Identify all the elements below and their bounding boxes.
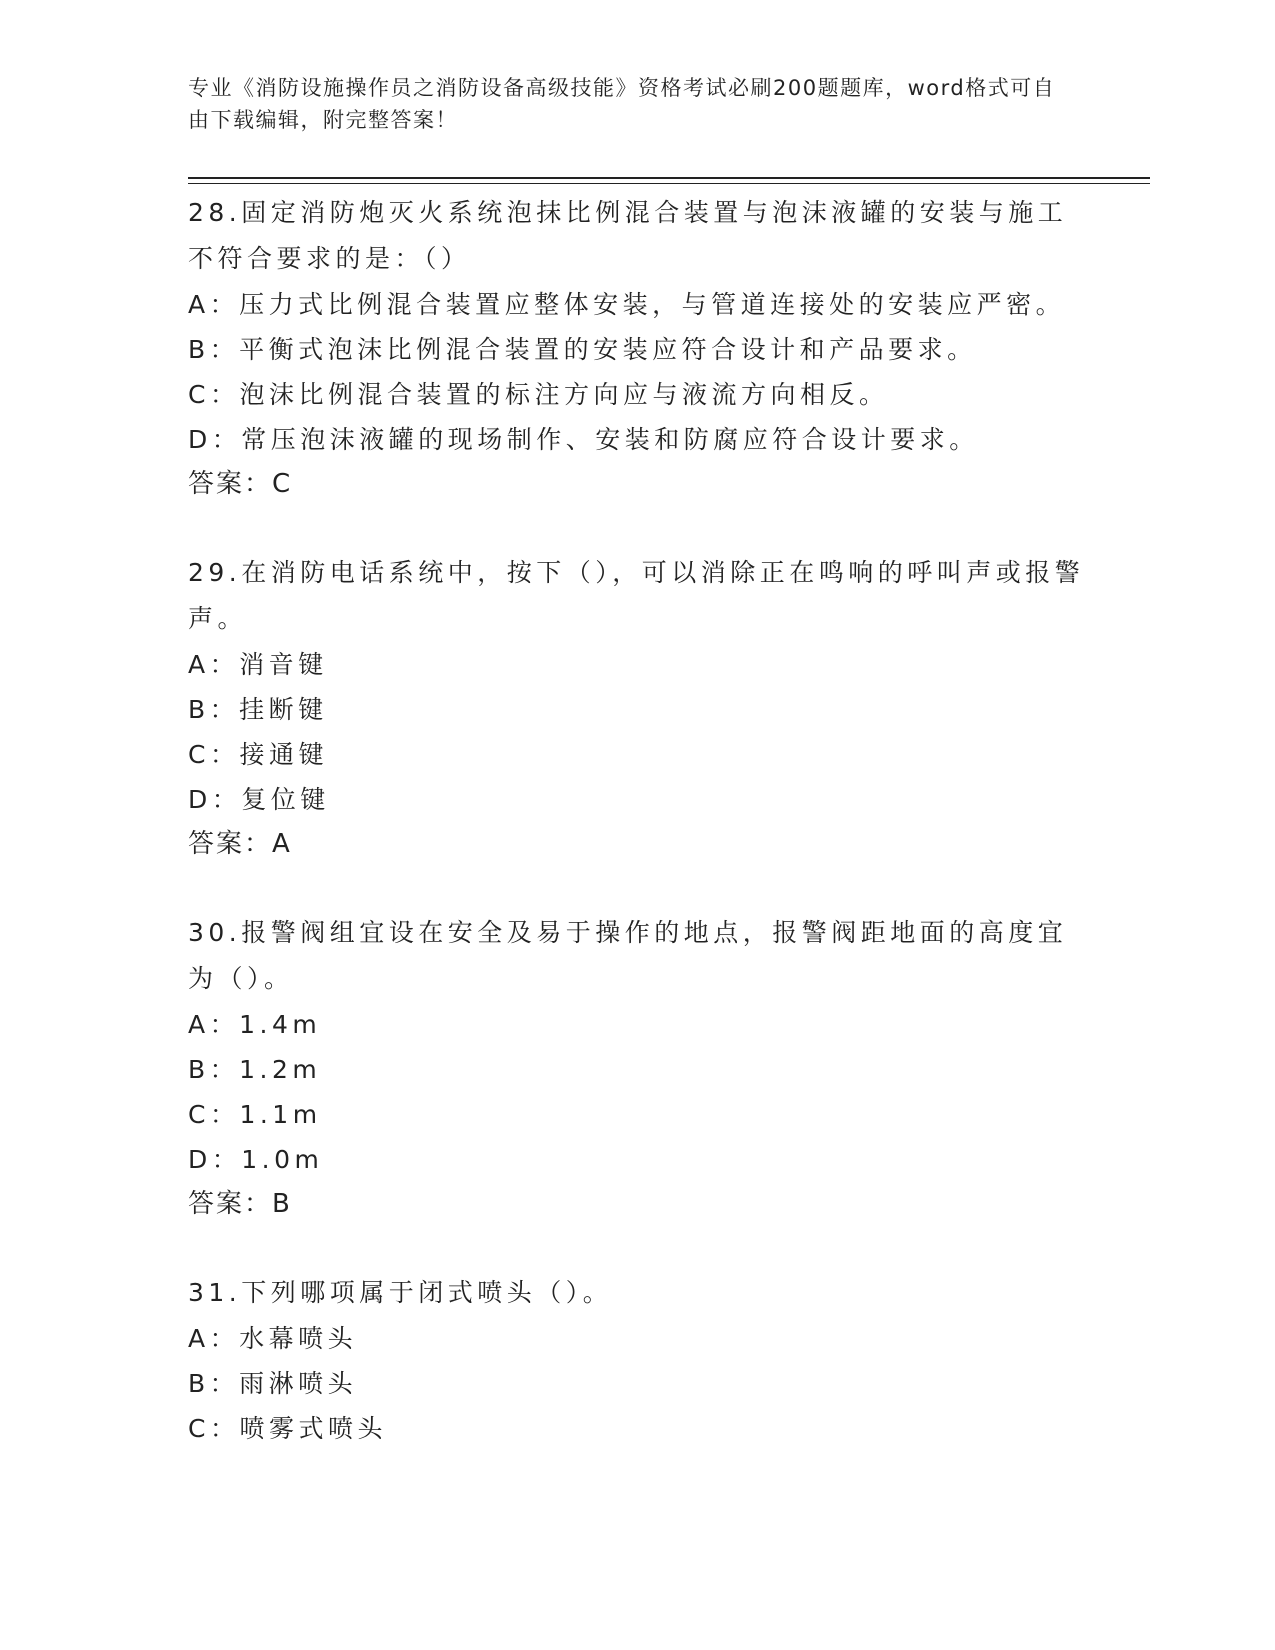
question-28 (188, 190, 1088, 506)
question-stem: 31.下列哪项属于闭式喷头（）。 (188, 1278, 613, 1307)
question-30 (188, 910, 1088, 1226)
question-31 (188, 1270, 1088, 1451)
option-b: B：挂断键 (188, 695, 328, 724)
question-stem: 29.在消防电话系统中，按下（），可以消除正在鸣响的呼叫声或报警声。 (188, 558, 1085, 633)
answer-text: 答案：C (188, 469, 293, 499)
document-header: 专业《消防设施操作员之消防设备高级技能》资格考试必刷200题题库，word格式可自由下载编辑，附完整答案！ (188, 76, 1056, 132)
option-c: C：喷雾式喷头 (188, 1414, 387, 1443)
option-d: D：常压泡沫液罐的现场制作、安装和防腐应符合设计要求。 (188, 425, 979, 454)
option-b: B：雨淋喷头 (188, 1369, 358, 1398)
question-stem: 28.固定消防炮灭火系统泡抹比例混合装置与泡沫液罐的安装与施工不符合要求的是：（） (188, 198, 1068, 273)
option-a: A：水幕喷头 (188, 1324, 358, 1353)
answer-text: 答案：A (188, 829, 292, 859)
option-a: A：压力式比例混合装置应整体安装，与管道连接处的安装应严密。 (188, 290, 1066, 319)
option-b: B：1.2m (188, 1055, 322, 1084)
header-divider-thin (188, 183, 1150, 184)
option-a: A：1.4m (188, 1010, 322, 1039)
answer-text: 答案：B (188, 1189, 292, 1219)
option-d: D：1.0m (188, 1145, 324, 1174)
option-a: A：消音键 (188, 650, 328, 679)
option-b: B：平衡式泡沫比例混合装置的安装应符合设计和产品要求。 (188, 335, 977, 364)
option-c: C：接通键 (188, 740, 328, 769)
header-divider-thick (188, 177, 1150, 179)
option-d: D：复位键 (188, 785, 330, 814)
question-29 (188, 550, 1088, 866)
option-c: C：1.1m (188, 1100, 322, 1129)
question-list (188, 190, 1088, 1495)
question-stem: 30.报警阀组宜设在安全及易于操作的地点，报警阀距地面的高度宜为（）。 (188, 918, 1068, 993)
option-c: C：泡沫比例混合装置的标注方向应与液流方向相反。 (188, 380, 889, 409)
